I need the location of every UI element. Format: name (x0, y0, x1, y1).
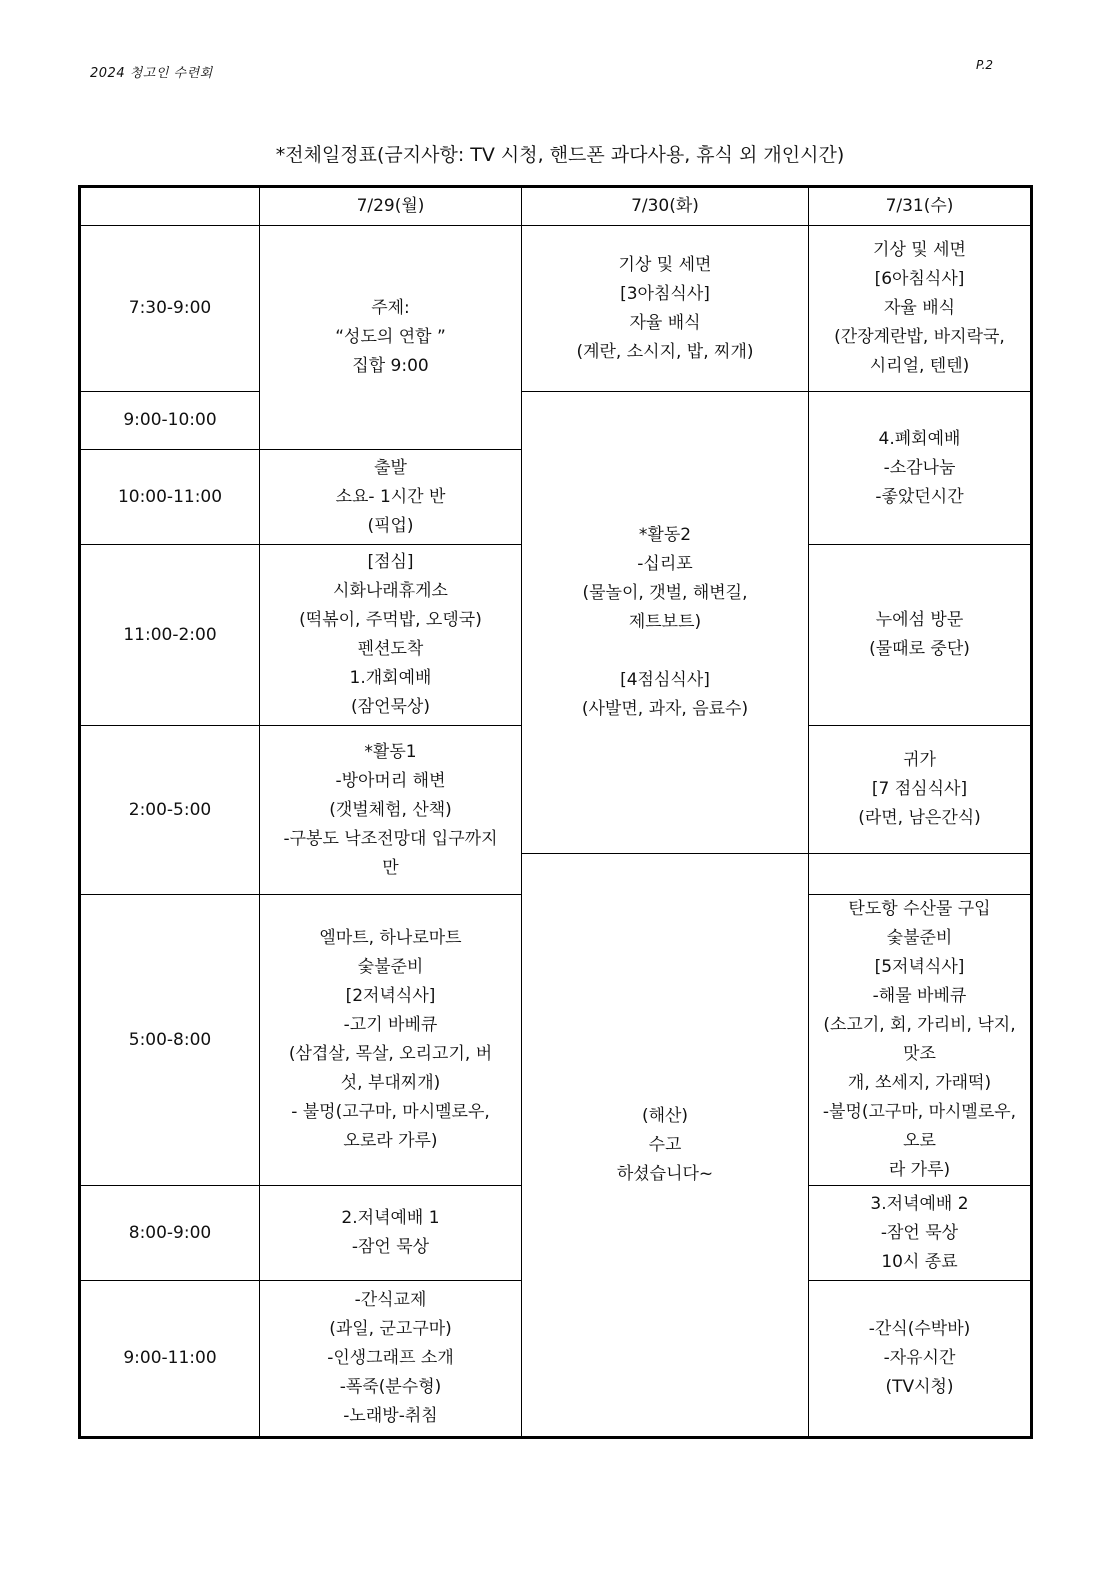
cell-line: 귀가 (903, 750, 936, 770)
cell-line: -좋았던시간 (875, 486, 964, 507)
cell-line: -구봉도 낙조전망대 입구까지 (283, 828, 498, 849)
cell-d3-visit (809, 545, 1032, 726)
cell-line: 3.저녁예배 2 (870, 1193, 969, 1214)
cell-line: [점심] (367, 552, 414, 572)
document-header-title: 2024 청고인 수련회 (90, 66, 213, 81)
cell-line: (과일, 군고구마) (329, 1319, 452, 1339)
table-row (80, 226, 1032, 392)
header-row (80, 187, 1032, 226)
cell-line: -잠언 묵상 (880, 1222, 959, 1243)
time-slot: 7:30-9:00 (80, 226, 260, 392)
cell-line: 라 가루) (888, 1160, 951, 1180)
cell-d1-lunch (260, 545, 522, 726)
schedule-title: *전체일정표(금지사항: TV 시청, 핸드폰 과다사용, 휴식 외 개인시간) (275, 144, 845, 166)
cell-line: 10시 종료 (881, 1251, 958, 1272)
cell-line: (계란, 소시지, 밥, 찌개) (576, 341, 754, 362)
cell-line: 출발 (374, 457, 407, 478)
cell-d2-activity (522, 392, 809, 854)
cell-d3-closing-worship (809, 392, 1032, 545)
cell-d2-night (809, 1281, 1032, 1438)
cell-line: -노래방-취침 (343, 1406, 438, 1426)
cell-line: [5저녁식사] (874, 957, 965, 977)
cell-line: [3아침식사] (620, 283, 710, 304)
cell-line: 펜션도착 (357, 639, 424, 659)
cell-line: 섯, 부대찌개) (340, 1073, 441, 1093)
cell-line: 자율 배식 (629, 312, 701, 333)
time-slot: 9:00-11:00 (80, 1281, 260, 1438)
cell-line: 소요- 1시간 반 (335, 486, 446, 507)
table-row (80, 392, 1032, 450)
time-slot: 5:00-8:00 (80, 895, 260, 1186)
cell-d2-dinner (809, 895, 1032, 1186)
cell-d3-dismissal (522, 854, 809, 1438)
cell-line: [2저녁식사] (345, 986, 436, 1006)
cell-d1-dinner (260, 895, 522, 1186)
cell-line: 시리얼, 텐텐) (869, 356, 970, 376)
cell-line: 수고 (648, 1134, 682, 1155)
cell-line: [4점심식사] (620, 670, 710, 690)
page-number: P.2 (976, 58, 994, 72)
time-slot: 10:00-11:00 (80, 450, 260, 545)
cell-line: 개, 쏘세지, 가래떡) (847, 1073, 992, 1093)
cell-line: 누에섬 방문 (875, 610, 964, 630)
cell-line: -자유시간 (883, 1348, 956, 1368)
cell-line: *활동1 (364, 741, 417, 762)
cell-line: 1.개회예배 (349, 668, 432, 688)
corner-cell (80, 187, 260, 226)
cell-d1-departure (260, 450, 522, 545)
cell-line: -소감나눔 (883, 457, 956, 478)
cell-line: (삼겹살, 목살, 오리고기, 버 (288, 1044, 493, 1064)
cell-line: -불멍(고구마, 마시멜로우, 오로 (822, 1102, 1017, 1151)
cell-line: 기상 및 세면 (873, 240, 966, 260)
cell-line: (물놀이, 갯벌, 해변길, (582, 583, 748, 603)
cell-line: -십리포 (637, 554, 693, 574)
cell-line: 하셨습니다~ (616, 1163, 714, 1184)
cell-line: 자율 배식 (883, 298, 956, 318)
time-slot: 8:00-9:00 (80, 1186, 260, 1281)
cell-line: 기상 및 세면 (618, 254, 712, 275)
cell-line: (해산) (641, 1105, 689, 1126)
cell-line: “성도의 연합 ” (335, 327, 446, 347)
cell-d1-theme (260, 226, 522, 450)
cell-line: (소고기, 회, 가리비, 낙지, 맛조 (823, 1015, 1016, 1064)
time-slot: 2:00-5:00 (80, 726, 260, 895)
cell-line: -간식(수박바) (868, 1319, 971, 1339)
cell-line: 제트보트) (628, 612, 702, 632)
cell-d1-activity (260, 726, 522, 895)
time-slot: 11:00-2:00 (80, 545, 260, 726)
cell-line: 숯불준비 (357, 957, 424, 977)
cell-line: (떡볶이, 주먹밥, 오뎅국) (299, 610, 482, 630)
cell-line: (갯벌체험, 산책) (329, 799, 452, 820)
day-header-2: 7/30(화) (522, 187, 809, 226)
cell-line: 시화나래휴게소 (333, 581, 448, 601)
cell-line: (라면, 남은간식) (858, 808, 981, 828)
cell-line: (간장계란밥, 바지락국, (834, 327, 1005, 347)
cell-line: [7 점심식사] (871, 779, 968, 799)
cell-line: (잠언묵상) (351, 697, 430, 717)
cell-line (528, 637, 802, 666)
day-header-1: 7/29(월) (260, 187, 522, 226)
cell-line: 엘마트, 하나로마트 (319, 928, 462, 948)
cell-line: -잠언 묵상 (351, 1237, 430, 1257)
cell-line: (물때로 중단) (869, 639, 970, 659)
cell-line: -고기 바베큐 (343, 1015, 438, 1035)
cell-line: - 불멍(고구마, 마시멜로우, (291, 1102, 490, 1122)
time-slot: 9:00-10:00 (80, 392, 260, 450)
cell-line: [6아침식사] (874, 269, 965, 289)
cell-line: 탄도항 수산물 구입 (848, 899, 991, 919)
cell-line: -방아머리 해변 (335, 770, 446, 791)
cell-line: *활동2 (638, 525, 692, 545)
cell-line: (픽업) (367, 515, 414, 536)
cell-line: 숯불준비 (886, 928, 953, 948)
cell-d3-breakfast (809, 226, 1032, 392)
cell-line: 집합 9:00 (352, 356, 429, 376)
cell-d3-return (809, 726, 1032, 854)
cell-d1-evening-worship (260, 1186, 522, 1281)
cell-line: (TV시청) (885, 1377, 954, 1397)
cell-d2-breakfast (522, 226, 809, 392)
cell-line: 만 (382, 857, 399, 878)
cell-line: -해물 바베큐 (872, 986, 967, 1006)
cell-line: -인생그래프 소개 (327, 1348, 454, 1368)
cell-line: 주제: (371, 298, 410, 318)
cell-line: 4.폐회예배 (878, 428, 961, 449)
cell-line: -간식교제 (354, 1290, 427, 1310)
cell-d1-night (260, 1281, 522, 1438)
cell-d2-evening-worship (809, 1186, 1032, 1281)
schedule-table (78, 185, 1033, 1439)
cell-line: 2.저녁예배 1 (341, 1208, 440, 1228)
cell-line: (사발면, 과자, 음료수) (581, 699, 749, 719)
cell-line: -폭죽(분수형) (339, 1377, 442, 1397)
cell-line: 오로라 가루) (343, 1131, 438, 1151)
day-header-3: 7/31(수) (809, 187, 1032, 226)
